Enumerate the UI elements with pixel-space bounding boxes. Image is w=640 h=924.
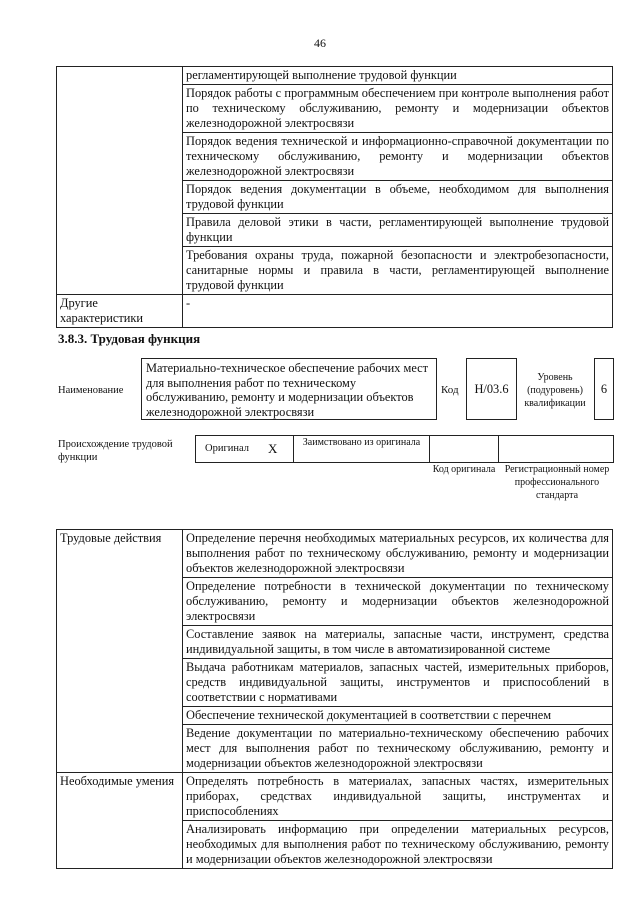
action-row: Составление заявок на материалы, запасные части, инструмент, средства индивидуальной защиты, в том числе в автоматизированной системе xyxy=(183,626,613,659)
reg-number-box xyxy=(498,435,614,463)
reg-number-label: Регистрационный номер профессионального стандарта xyxy=(504,464,610,501)
knowledge-table xyxy=(56,66,613,328)
actions-label: Трудовые действия xyxy=(57,530,183,773)
action-row: Определение потребности в технической документации по техническому обслуживанию, ремонту и модернизации объектов железнодорожной электросвязи xyxy=(183,578,613,626)
code-label: Код xyxy=(441,384,459,396)
section-title: 3.8.3. Трудовая функция xyxy=(58,331,201,346)
actions-table xyxy=(56,529,613,869)
original-label: Оригинал xyxy=(205,443,249,454)
knowledge-row: Порядок ведения документации в объеме, необходимом для выполнения трудовой функции xyxy=(183,181,613,214)
knowledge-row: Порядок работы с программным обеспечением при контроле выполнения работ по техническому обслуживанию, ремонту и модернизации объектов железнодорожной электросвязи xyxy=(183,85,613,133)
function-code-box: Н/03.6 xyxy=(466,358,517,420)
knowledge-row: Порядок ведения технической и информационно-справочной документации по техническому обслуживанию, ремонту и модернизации объектов железнодорожной электросвязи xyxy=(183,133,613,181)
borrowed-box: Заимствовано из оригинала xyxy=(293,435,430,463)
skills-label: Необходимые умения xyxy=(57,773,183,869)
action-row: Обеспечение технической документацией в соответствии с перечнем xyxy=(183,707,613,725)
action-row: Ведение документации по материально-техническому обеспечению рабочих мест для выполнения работ по техническому обслуживанию, ремонту и модернизации объектов железнодорожной электросвязи xyxy=(183,725,613,773)
knowledge-row: Правила деловой этики в части, регламентирующей выполнение трудовой функции xyxy=(183,214,613,247)
code-original-box xyxy=(429,435,499,463)
original-mark: X xyxy=(268,441,278,456)
knowledge-label-cell xyxy=(57,67,183,295)
action-row: Выдача работникам материалов, запасных частей, измерительных приборов, средств индивидуальной защиты, инструментов и приспособлений в соответствии с нормативами xyxy=(183,659,613,707)
code-original-label: Код оригинала xyxy=(432,464,496,475)
page-number: 46 xyxy=(314,36,326,50)
original-box xyxy=(195,435,294,463)
skill-row: Анализировать информацию при определении материальных ресурсов, необходимых для выполнения работ по техническому обслуживанию, ремонту и модернизации объектов железнодорожной электросвязи xyxy=(183,821,613,869)
knowledge-row: Требования охраны труда, пожарной безопасности и электробезопасности, санитарные нормы и правила в части, регламентирующей выполнение трудовой функции xyxy=(183,247,613,295)
function-name-box: Материально-техническое обеспечение рабочих мест для выполнения работ по техническому обслуживанию, ремонту и модернизации объектов железнодорожной электросвязи xyxy=(141,358,437,420)
level-box: 6 xyxy=(594,358,614,420)
skill-row: Определять потребность в материалах, запасных частях, измерительных приборах, средствах индивидуальной защиты, инструментах и приспособлениях xyxy=(183,773,613,821)
knowledge-row: регламентирующей выполнение трудовой функции xyxy=(183,67,613,85)
origin-label: Происхождение трудовой функции xyxy=(58,439,173,463)
name-label: Наименование xyxy=(58,385,124,396)
action-row: Определение перечня необходимых материальных ресурсов, их количества для выполнения работ по техническому обслуживанию, ремонту и модернизации объектов железнодорожной электросвязи xyxy=(183,530,613,578)
other-characteristics-label: Другие характеристики xyxy=(57,295,183,328)
level-label: Уровень (подуровень) квалификации xyxy=(524,372,586,409)
other-characteristics-value: - xyxy=(183,295,613,328)
